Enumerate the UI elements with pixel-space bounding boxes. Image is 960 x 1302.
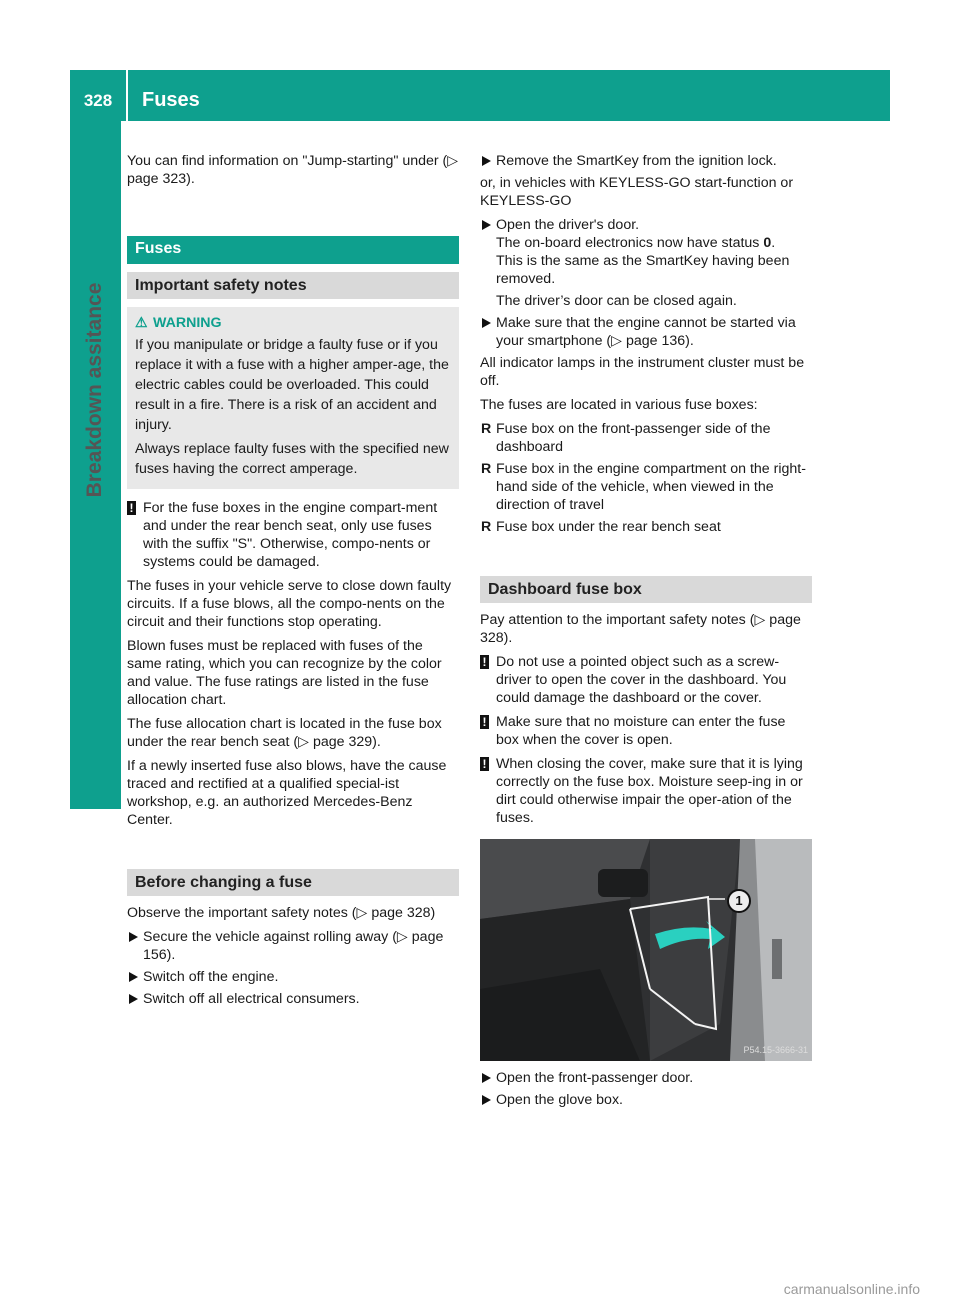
- step-text: Open the glove box.: [496, 1092, 623, 1108]
- paragraph: Blown fuses must be replaced with fuses of the same rating, which you can recognize by the color and value. The fuse ratings are listed in the fuse allocation chart.: [127, 638, 442, 708]
- warning-triangle-icon: ⚠: [135, 315, 148, 331]
- header-divider: [126, 70, 128, 121]
- arrow-right-icon: [482, 318, 491, 328]
- paragraph: The fuses in your vehicle serve to close down faulty circuits. If a fuse blows, all the compo-nents on the circuit and their functions stop operating.: [127, 578, 452, 630]
- step-item: [480, 216, 812, 310]
- photo-illustration: [480, 839, 812, 1061]
- page-header: [70, 70, 890, 121]
- bullet-item: [480, 518, 812, 536]
- paragraph: Observe the important safety notes (▷ page 328): [127, 905, 436, 921]
- step-item: [127, 928, 459, 964]
- step-item: [480, 314, 812, 350]
- left-column: [127, 152, 459, 1012]
- arrow-right-icon: [482, 156, 491, 166]
- step-text: Switch off the engine.: [143, 969, 279, 985]
- bullet-text: Fuse box on the front-passenger side of the dashboard: [496, 421, 771, 455]
- exclamation-icon: !: [127, 501, 136, 515]
- note-item: [480, 713, 812, 749]
- paragraph: or, in vehicles with KEYLESS-GO start-function or KEYLESS-GO: [480, 175, 794, 209]
- exclamation-icon: !: [480, 757, 489, 771]
- arrow-right-icon: [129, 972, 138, 982]
- warning-text-2: Always replace faulty fuses with the specified new fuses having the correct amperage.: [135, 441, 449, 477]
- step-item: [127, 968, 459, 986]
- note-text: Make sure that no moisture can enter the fuse box when the cover is open.: [496, 714, 786, 748]
- right-column: [480, 152, 812, 1113]
- arrow-right-icon: [482, 1095, 491, 1105]
- step-text: Switch off all electrical consumers.: [143, 991, 360, 1007]
- bullet-item: [480, 460, 812, 514]
- warning-heading: [135, 313, 451, 333]
- step-text: Make sure that the engine cannot be started via your smartphone (▷ page 136).: [496, 315, 796, 349]
- step-text: Open the front-passenger door.: [496, 1070, 694, 1086]
- arrow-right-icon: [482, 220, 491, 230]
- chapter-tab: [70, 751, 121, 809]
- page-title: Fuses: [142, 89, 200, 111]
- bullet-text: Fuse box under the rear bench seat: [496, 519, 721, 535]
- paragraph: The fuses are located in various fuse boxes:: [480, 397, 758, 413]
- arrow-right-icon: [129, 994, 138, 1004]
- note-text: Do not use a pointed object such as a screw-driver to open the cover in the dashboard. You could damage the dashboard or the cover.: [496, 654, 787, 706]
- step-text: Remove the SmartKey from the ignition lock.: [496, 153, 777, 169]
- bullet-icon: R: [481, 519, 492, 535]
- step-detail: This is the same as the SmartKey having been removed.: [496, 253, 790, 287]
- paragraph: All indicator lamps in the instrument cluster must be off.: [480, 355, 805, 389]
- step-detail: [496, 234, 812, 252]
- watermark-footer: carmanualsonline.info: [783, 1281, 920, 1297]
- step-item: [480, 152, 812, 170]
- step-detail-text: The on-board electronics now have status: [496, 235, 760, 251]
- page-number: 328: [83, 91, 113, 110]
- status-value: 0: [763, 235, 772, 251]
- step-detail: The driver’s door can be closed again.: [496, 293, 737, 309]
- paragraph: Pay attention to the important safety notes (▷ page 328).: [480, 612, 801, 646]
- step-text: Open the driver's door.: [496, 217, 640, 233]
- paragraph: The fuse allocation chart is located in the fuse box under the rear bench seat (▷ page 329).: [127, 716, 442, 750]
- bullet-item: [480, 420, 812, 456]
- warning-label: WARNING: [153, 315, 222, 331]
- note-item: [480, 653, 812, 707]
- arrow-right-icon: [482, 1073, 491, 1083]
- exclamation-icon: !: [480, 655, 489, 669]
- step-item: [480, 1091, 812, 1109]
- warning-text-1: If you manipulate or bridge a faulty fuse or if you replace it with a fuse with a higher amper-age, the electric cables could be overloaded. This could result in a fire. There is a risk of an accident and injury.: [135, 337, 449, 433]
- step-detail-end: .: [771, 235, 776, 251]
- note-item: [480, 755, 812, 827]
- bullet-icon: R: [481, 421, 492, 437]
- step-item: [127, 990, 459, 1008]
- note-item: [127, 499, 459, 571]
- photo-reference-label: P54.15-3666-31: [743, 1045, 808, 1055]
- exclamation-icon: !: [480, 715, 489, 729]
- arrow-right-icon: [129, 932, 138, 942]
- bullet-icon: R: [481, 461, 492, 477]
- dashboard-fuse-box-photo: [480, 839, 812, 1061]
- step-text: Secure the vehicle against rolling away (▷ page 156).: [143, 929, 444, 963]
- subsection-title-dashboard: Dashboard fuse box: [480, 576, 812, 603]
- intro-text: You can find information on "Jump-starting" under (▷ page 323).: [127, 153, 459, 187]
- note-text: For the fuse boxes in the engine compart-ment and under the rear bench seat, only use fuses with the suffix "S". Otherwise, compo-nents or systems could be damaged.: [143, 500, 438, 570]
- warning-box: [127, 307, 459, 489]
- step-item: [480, 1069, 812, 1087]
- paragraph: If a newly inserted fuse also blows, have the cause traced and rectified at a qualified special-ist workshop, e.g. an authorized Mercedes-Benz Center.: [127, 758, 447, 828]
- note-text: When closing the cover, make sure that it is lying correctly on the fuse box. Moisture seep-ing in or dirt could otherwise impair the oper-ation of the fuses.: [496, 756, 803, 826]
- subsection-title-before-changing: Before changing a fuse: [127, 869, 459, 896]
- bullet-text: Fuse box in the engine compartment on the right-hand side of the vehicle, when viewed in the direction of travel: [496, 461, 806, 513]
- section-title-fuses: Fuses: [127, 236, 459, 264]
- subsection-title-safety: Important safety notes: [127, 272, 459, 299]
- callout-1: 1: [727, 889, 751, 913]
- chapter-side-label: Breakdown assitance: [83, 282, 106, 498]
